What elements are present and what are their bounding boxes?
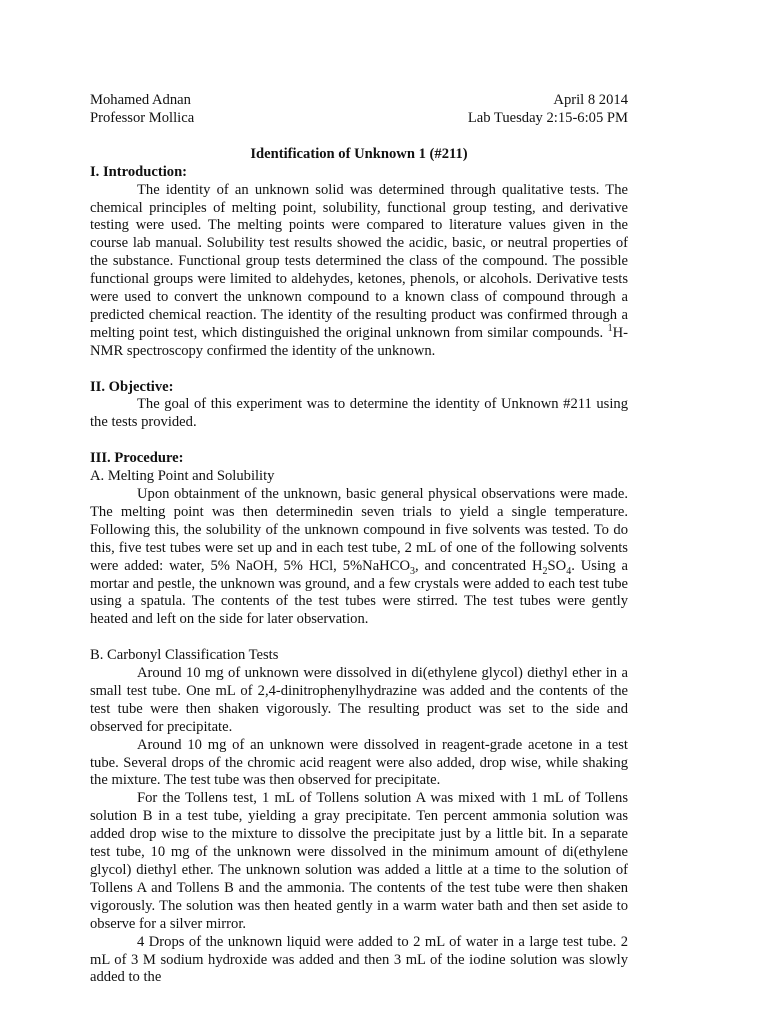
- introduction-text: The identity of an unknown solid was determined through qualitative tests. The chemical principles of melting point, solubility, functional group testing, and derivative testing were used. The melting points were compared to literature values given in the course lab manual. Solubility test results showed the acidic, basic, or neutral properties of the substance. Functional group tests determined the class of the compound. The possible functional groups were limited to aldehydes, ketones, phenols, or alcohols. Derivative tests were used to convert the unknown compound to a known class of compound through a predicted chemical reaction. The identity of the resulting product was confirmed through a melting point test, which distinguished the original unknown from similar compounds.: [90, 181, 628, 341]
- subscript-3: 3: [410, 565, 415, 577]
- spacer: [90, 629, 628, 647]
- section-a-text-2: , and concentrated H: [415, 557, 543, 574]
- section-a-heading: A. Melting Point and Solubility: [90, 468, 275, 485]
- professor-name: Professor Mollica: [90, 109, 195, 126]
- introduction-heading: I. Introduction:: [90, 163, 188, 180]
- procedure-heading: III. Procedure:: [90, 450, 184, 467]
- section-b-heading: B. Carbonyl Classification Tests: [90, 647, 279, 664]
- header-row-2: [90, 110, 628, 128]
- objective-paragraph: The goal of this experiment was to determine the identity of Unknown #211 using the tests provided.: [90, 396, 628, 431]
- section-a-text-4: . Using a mortar and pestle, the unknown was ground, and a few crystals were added to each test tube using a spatula. The contents of the test tubes were stirred. The test tubes were gently heated and left on the side for later observation.: [90, 557, 628, 628]
- section-a-paragraph: [90, 486, 628, 629]
- section-b-paragraph-1: Around 10 mg of unknown were dissolved in di(ethylene glycol) diethyl ether in a small test tube. One mL of 2,4-dinitrophenylhydrazine was added and the contents of the test tube were then shaken vigorously. The resulting product was set to the side and observed for precipitate.: [90, 665, 628, 735]
- section-a-text-3: SO: [547, 557, 567, 574]
- document-title: Identification of Unknown 1 (#211): [250, 145, 468, 162]
- lab-session: Lab Tuesday 2:15-6:05 PM: [467, 109, 628, 126]
- nmr-superscript: 1: [607, 323, 613, 335]
- subscript-2: 2: [542, 565, 548, 577]
- spacer: [90, 432, 628, 450]
- spacer: [90, 361, 628, 379]
- introduction-paragraph: [90, 182, 628, 361]
- header-row-1: [90, 92, 628, 110]
- section-b-paragraph-2: Around 10 mg of an unknown were dissolved in reagent-grade acetone in a test tube. Several drops of the chromic acid reagent were also added, drop wise, while shaking the mixture. The test tube was then observed for precipitate.: [90, 736, 628, 789]
- nmr-text: H-NMR spectroscopy confirmed the identity of the unknown.: [90, 324, 628, 359]
- objective-heading: II. Objective:: [90, 378, 174, 395]
- subscript-4: 4: [566, 565, 572, 577]
- section-a-text-1: Upon obtainment of the unknown, basic general physical observations were made. The melting point was then determinedin seven trials to yield a single temperature. Following this, the solubility of the unknown compound in five solvents was tested. To do this, five test tubes were set up and in each test tube, 2 mL of one of the following solvents were added: water, 5% NaOH, 5% HCl, 5%NaHCO: [90, 486, 628, 574]
- section-b-paragraph-4: 4 Drops of the unknown liquid were added to 2 mL of water in a large test tube. 2 mL of 3 M sodium hydroxide was added and then 3 mL of the iodine solution was slowly added to the: [90, 933, 628, 986]
- author-name: Mohamed Adnan: [90, 92, 191, 108]
- report-date: April 8 2014: [553, 92, 628, 108]
- section-b-paragraph-3: For the Tollens test, 1 mL of Tollens solution A was mixed with 1 mL of Tollens solution B in a test tube, yielding a gray precipitate. Ten percent ammonia solution was added drop wise to the mixture to dissolve the precipitate just by a little bit. In a separate test tube, 10 mg of the unknown were dissolved in the minimum amount of di(ethylene glycol) diethyl ether. The unknown solution was added a little at a time to the solution of Tollens A and Tollens B and the ammonia. The contents of the test tube were then shaken vigorously. The solution was then heated gently in a warm water bath and then set aside to observe for a silver mirror.: [90, 790, 628, 932]
